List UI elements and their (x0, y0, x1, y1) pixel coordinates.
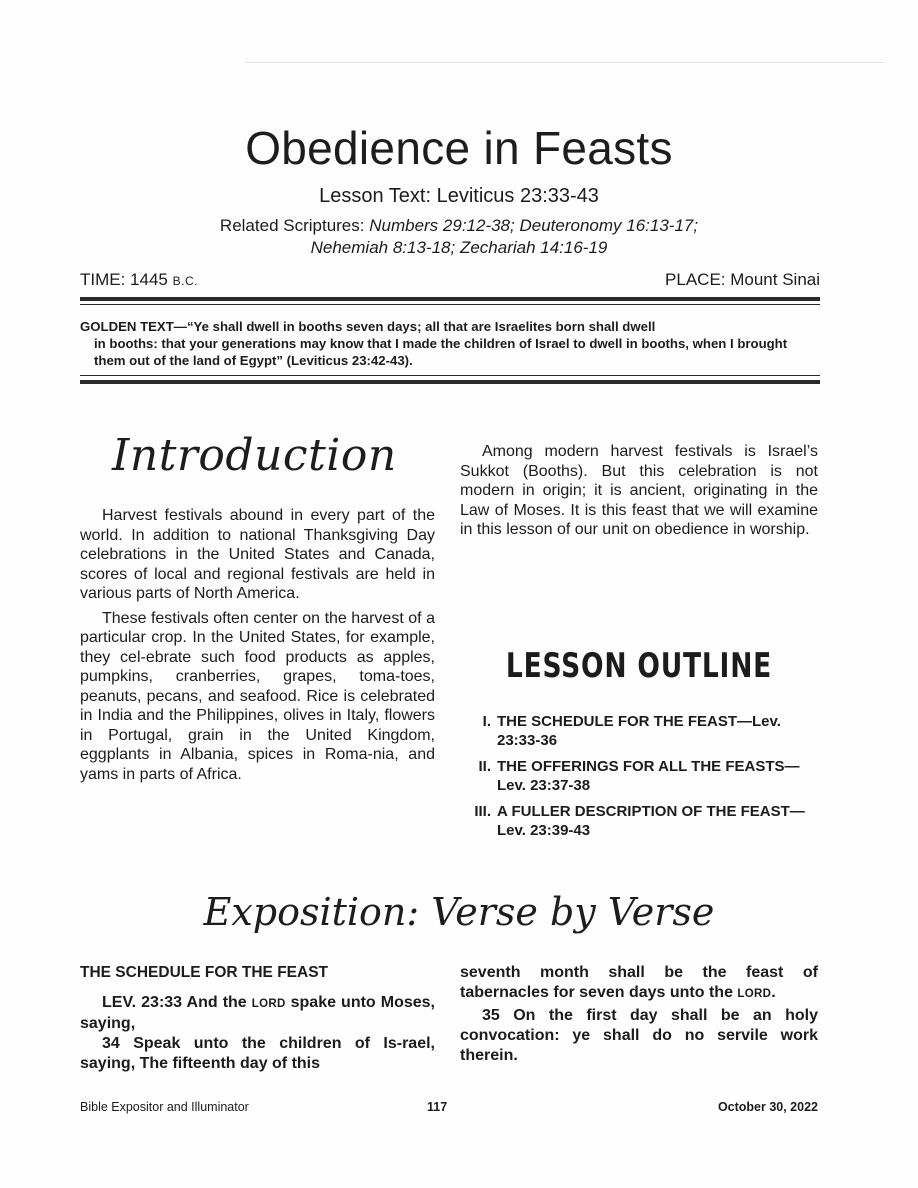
outline-item-text: A FULLER DESCRIPTION OF THE FEAST—Lev. 23:39-43 (497, 803, 805, 839)
verse-34-continued (460, 963, 818, 1004)
golden-text (80, 318, 820, 369)
publication-name: Bible Expositor and Illuminator (80, 1100, 249, 1114)
top-divider (245, 62, 885, 63)
verse-34-continued-text: seventh month shall be the feast of tabernacles for seven days unto the (460, 964, 818, 1001)
lord-smallcaps: LORD (737, 988, 772, 1000)
introduction-left-column (80, 506, 435, 789)
outline-item-number: II. (478, 758, 491, 775)
related-label: Related Scriptures: (219, 216, 370, 235)
intro-paragraph-2: These festivals often center on the harvest of a particular crop. In the United States, for example, they cel-ebrate such food products as apples, pumpkins, cranberries, grapes, toma-toes, peanuts, pecans, and seafood. Rice is celebrated in India and the Philippines, olives in Italy, flowers in Portugal, grain in the United Kingdom, eggplants in Albania, spices in Roma-nia, and yams in parts of Africa. (80, 609, 435, 783)
page-title: Obedience in Feasts (245, 122, 673, 174)
page-number: 117 (427, 1100, 448, 1114)
lesson-text-reference: Lesson Text: Leviticus 23:33-43 (319, 185, 599, 207)
place-info: PLACE: Mount Sinai (665, 270, 820, 289)
golden-top-rule-thick (80, 297, 820, 301)
exposition-heading: Exposition: Verse by Verse (203, 890, 715, 934)
outline-item (470, 757, 820, 795)
lesson-date: October 30, 2022 (717, 1100, 818, 1114)
verse-33 (80, 993, 435, 1034)
verse-34-end: . (771, 984, 776, 1001)
exposition-subheading: THE SCHEDULE FOR THE FEAST (80, 964, 329, 981)
lord-smallcaps: LORD (251, 998, 286, 1010)
introduction-heading: Introduction (112, 430, 397, 481)
related-refs-line1: Numbers 29:12-38; Deuteronomy 16:13-17; (369, 216, 699, 235)
golden-top-rule-thin (80, 304, 820, 305)
golden-bottom-rule-thick (80, 380, 820, 384)
outline-item (470, 712, 820, 750)
verse-33-text-a: LEV. 23:33 And the (102, 994, 252, 1011)
verse-35: 35 On the first day shall be an holy convocation: ye shall do no servile work therein. (460, 1007, 818, 1064)
outline-item (470, 802, 820, 840)
related-refs-line2: Nehemiah 8:13-18; Zechariah 14:16-19 (310, 238, 608, 257)
golden-text-rest: in booths: that your generations may know that I made the children of Israel to dwell in booths, when I brought them out of the land of Egypt” (Leviticus 23:42-43). (94, 336, 788, 368)
lesson-outline-heading: LESSON OUTLINE (505, 646, 773, 686)
introduction-right-column (460, 442, 818, 540)
time-info (80, 270, 198, 290)
golden-text-line1: GOLDEN TEXT—“Ye shall dwell in booths seven days; all that are Israelites born shall dwell (80, 319, 656, 334)
outline-item-text: THE OFFERINGS FOR ALL THE FEASTS—Lev. 23:37-38 (497, 758, 800, 794)
intro-paragraph-3: Among modern harvest festivals is Israel’s Sukkot (Booths). But this celebration is not modern in origin; it is ancient, originating in the Law of Moses. It is this feast that we will examine in this lesson of our unit on obedience in worship. (460, 443, 818, 538)
intro-paragraph-1: Harvest festivals abound in every part of the world. In addition to national Thanksgiving Day celebrations in the United States and Canada, scores of local and regional festivals are held in various parts of North America. (80, 507, 435, 602)
exposition-right-column (460, 963, 818, 1068)
verse-34: 34 Speak unto the children of Is-rael, saying, The fifteenth day of this (80, 1035, 435, 1072)
time-era: B.C. (172, 274, 198, 288)
outline-item-number: III. (474, 803, 491, 820)
time-label: TIME: 1445 (80, 270, 173, 289)
exposition-left-column (80, 963, 435, 1074)
outline-item-number: I. (482, 713, 491, 730)
lesson-outline-list (470, 712, 820, 847)
golden-bottom-rule-thin (80, 375, 820, 376)
verse-33-text-b: spake unto Moses, saying, (80, 994, 436, 1032)
outline-item-text: THE SCHEDULE FOR THE FEAST—Lev. 23:33-36 (497, 713, 781, 749)
related-scriptures (0, 215, 918, 259)
